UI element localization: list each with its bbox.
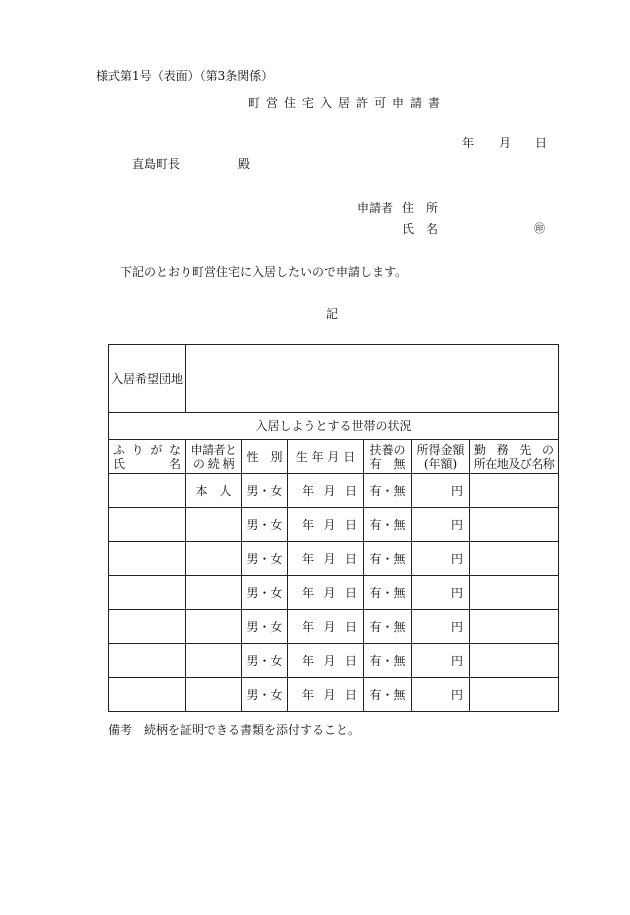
workplace-cell[interactable] — [470, 678, 559, 712]
dependent-cell[interactable]: 有・無 — [364, 542, 412, 576]
workplace-cell[interactable] — [470, 542, 559, 576]
sex-cell[interactable]: 男・女 — [242, 542, 288, 576]
birthdate-cell[interactable]: 年 月 日 — [288, 576, 364, 610]
income-cell[interactable]: 円 — [412, 474, 470, 508]
dependent-header: 扶養の 有 無 — [364, 440, 412, 474]
applicant-label: 申請者 — [357, 201, 394, 215]
name-cell[interactable] — [109, 678, 186, 712]
desired-complex-input[interactable] — [186, 345, 559, 413]
table-row — [109, 576, 559, 610]
birthdate-cell[interactable]: 年 月 日 — [288, 678, 364, 712]
income-cell[interactable]: 円 — [412, 542, 470, 576]
page-title: 町営住宅入居許可申請書 — [248, 96, 447, 110]
workplace-cell[interactable] — [470, 644, 559, 678]
application-table — [108, 344, 559, 712]
form-number: 様式第1号（表面）（第3条関係） — [96, 69, 274, 83]
name-cell[interactable] — [109, 576, 186, 610]
table-row — [109, 678, 559, 712]
ki-label: 記 — [326, 307, 339, 321]
income-cell[interactable]: 円 — [412, 644, 470, 678]
birthdate-cell[interactable]: 年 月 日 — [288, 542, 364, 576]
table-row — [109, 542, 559, 576]
workplace-cell[interactable] — [470, 576, 559, 610]
workplace-cell[interactable] — [470, 474, 559, 508]
relation-cell[interactable] — [186, 508, 242, 542]
relation-cell[interactable] — [186, 644, 242, 678]
date-month-label: 月 — [499, 136, 512, 150]
relation-cell[interactable] — [186, 576, 242, 610]
note-text: 備考 続柄を証明できる書類を添付すること。 — [108, 723, 361, 737]
dependent-cell[interactable]: 有・無 — [364, 508, 412, 542]
dependent-cell[interactable]: 有・無 — [364, 474, 412, 508]
birthdate-header: 生 年 月 日 — [288, 440, 364, 474]
sex-cell[interactable]: 男・女 — [242, 678, 288, 712]
income-header: 所得金額 (年額) — [412, 440, 470, 474]
workplace-cell[interactable] — [470, 508, 559, 542]
birthdate-cell[interactable]: 年 月 日 — [288, 508, 364, 542]
intro-text: 下記のとおり町営住宅に入居したいので申請します。 — [120, 265, 408, 279]
table-row — [109, 474, 559, 508]
name-cell[interactable] — [109, 508, 186, 542]
workplace-cell[interactable] — [470, 610, 559, 644]
income-cell[interactable]: 円 — [412, 610, 470, 644]
relation-cell[interactable] — [186, 610, 242, 644]
sex-cell[interactable]: 男・女 — [242, 610, 288, 644]
table-row — [109, 508, 559, 542]
header-row — [109, 440, 559, 474]
sex-cell[interactable]: 男・女 — [242, 644, 288, 678]
birthdate-cell[interactable]: 年 月 日 — [288, 644, 364, 678]
relation-cell[interactable] — [186, 678, 242, 712]
name-cell[interactable] — [109, 542, 186, 576]
workplace-header: 勤 務 先 の 所在地及び名称 — [470, 440, 559, 474]
applicant-name-label: 氏 名 — [402, 222, 439, 236]
addressee-name: 直島町長 — [132, 157, 181, 171]
date-year-label: 年 — [462, 136, 475, 150]
relation-cell[interactable] — [186, 542, 242, 576]
sex-cell[interactable]: 男・女 — [242, 508, 288, 542]
sex-cell[interactable]: 男・女 — [242, 576, 288, 610]
sex-cell[interactable]: 男・女 — [242, 474, 288, 508]
household-heading: 入居しようとする世帯の状況 — [109, 413, 559, 440]
dependent-cell[interactable]: 有・無 — [364, 610, 412, 644]
applicant-address-label: 住 所 — [402, 201, 439, 215]
income-cell[interactable]: 円 — [412, 678, 470, 712]
name-cell[interactable] — [109, 610, 186, 644]
name-cell[interactable] — [109, 644, 186, 678]
table-row — [109, 644, 559, 678]
birthdate-cell[interactable]: 年 月 日 — [288, 474, 364, 508]
dependent-cell[interactable]: 有・無 — [364, 576, 412, 610]
birthdate-cell[interactable]: 年 月 日 — [288, 610, 364, 644]
sex-header: 性 別 — [242, 440, 288, 474]
furigana-name-header: ふ り が な 氏 名 — [109, 440, 186, 474]
dependent-cell[interactable]: 有・無 — [364, 678, 412, 712]
relation-cell[interactable]: 本 人 — [186, 474, 242, 508]
addressee-honorific: 殿 — [238, 157, 251, 171]
relation-header: 申請者と の 続 柄 — [186, 440, 242, 474]
income-cell[interactable]: 円 — [412, 576, 470, 610]
date-day-label: 日 — [535, 136, 548, 150]
income-cell[interactable]: 円 — [412, 508, 470, 542]
table-row — [109, 610, 559, 644]
name-cell[interactable] — [109, 474, 186, 508]
seal-icon: ㊞ — [534, 222, 545, 235]
dependent-cell[interactable]: 有・無 — [364, 644, 412, 678]
desired-complex-label: 入居希望団地 — [109, 345, 186, 413]
